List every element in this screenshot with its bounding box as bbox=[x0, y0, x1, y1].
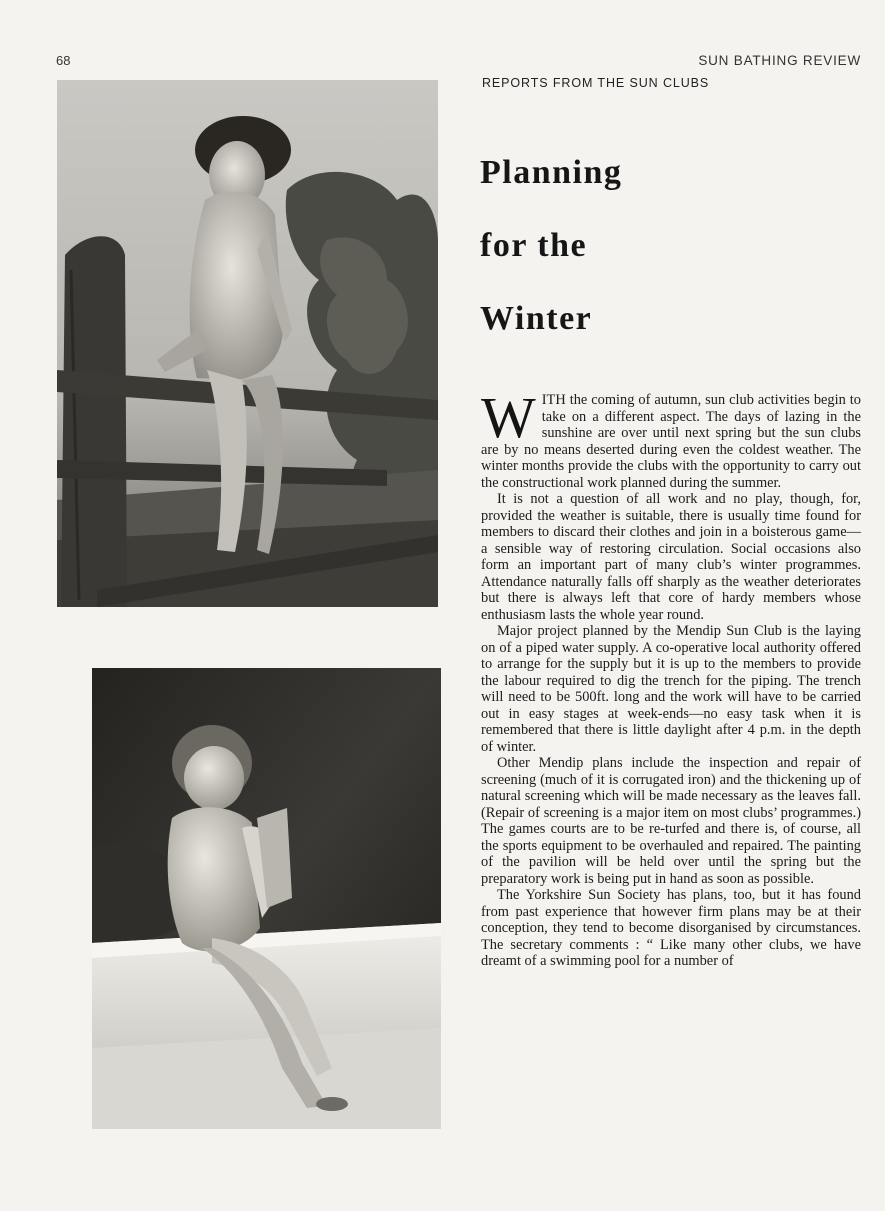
headline-line-2: for the bbox=[480, 227, 588, 264]
headline-line-3: Winter bbox=[480, 300, 593, 337]
drop-cap: W bbox=[481, 385, 536, 450]
article-paragraph: Other Mendip plans include the inspection and repair of screening (much of it is corrugated iron) and the thickening up of natural screening which will be made necessary as the leaves fall. (Repair of screening is a major item on most clubs’ programmes.) The games courts are to be re-turfed and there is, of course, all the sports equipment to be overhauled and repaired. The painting of the pavilion will be held over until the spring but the preparatory work is being put in hand as soon as possible. bbox=[481, 755, 861, 887]
article-paragraph-text: ITH the coming of autumn, sun club activities begin to take on a different aspect. The days of lazing in the sunshine are over until next spring but the sun clubs are by no means deserted during even the coldest weather. The winter months provide the clubs with the opportunity to carry out the constructional work planned during the summer. bbox=[481, 392, 861, 491]
photo-fence bbox=[57, 80, 438, 607]
article-paragraph bbox=[481, 385, 861, 491]
photo-fence-image bbox=[57, 80, 438, 607]
photo-child-image bbox=[92, 668, 441, 1129]
article-paragraph: The Yorkshire Sun Society has plans, too, but it has found from past experience that however firm plans may be at their conception, they tend to become disorganised by circumstances. The secretary comments : “ Like many other clubs, we have dreamt of a swimming pool for a number of bbox=[481, 887, 861, 969]
headline-line-1: Planning bbox=[480, 154, 623, 191]
section-label: REPORTS FROM THE SUN CLUBS bbox=[482, 76, 710, 90]
photo-child bbox=[92, 668, 441, 1129]
article-paragraph: It is not a question of all work and no play, though, for, provided the weather is suitable, there is usually time found for members to discard their clothes and join in a boisterous game—a sensible way of restoring circulation. Social occasions also form an important part of many club’s winter programmes. Attendance naturally falls off sharply as the weather deteriorates but there is always left that core of hardy members whose enthusiasm lasts the whole year round. bbox=[481, 491, 861, 623]
page-number: 68 bbox=[56, 53, 71, 68]
article-paragraph: Major project planned by the Mendip Sun Club is the laying on of a piped water supply. A co-operative local authority offered to arrange for the supply but it is up to the members to provide the labour required to dig the trench for the piping. The trench will need to be 500ft. long and the work will have to be carried out in easy stages at week-ends—no easy task when it is remembered that there is little daylight after 4 p.m. in the depth of winter. bbox=[481, 623, 861, 755]
publication-title: SUN BATHING REVIEW bbox=[698, 53, 861, 68]
article-headline bbox=[480, 136, 860, 355]
article-body bbox=[481, 385, 861, 970]
